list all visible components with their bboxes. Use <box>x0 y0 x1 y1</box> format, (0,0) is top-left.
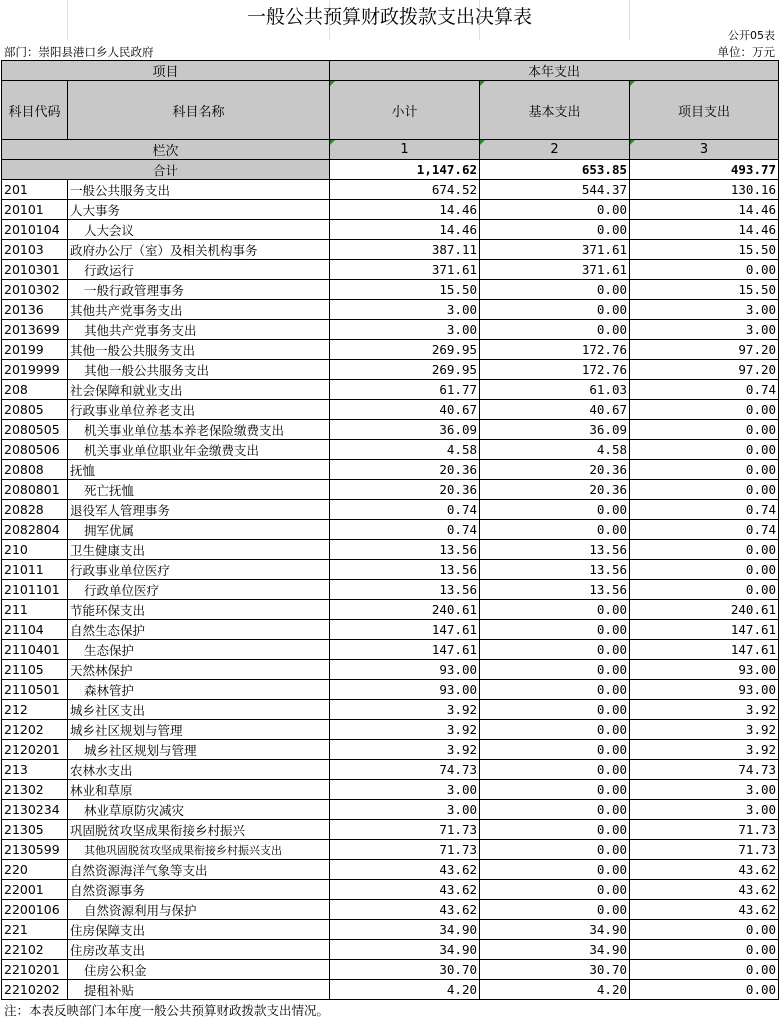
row-subtotal: 674.52 <box>330 180 480 200</box>
row-name: 城乡社区规划与管理 <box>68 720 330 740</box>
row-subtotal: 20.36 <box>330 460 480 480</box>
row-subtotal: 14.46 <box>330 200 480 220</box>
row-name: 行政事业单位养老支出 <box>68 400 330 420</box>
row-name: 一般行政管理事务 <box>68 280 330 300</box>
row-subtotal: 0.74 <box>330 500 480 520</box>
row-code: 2200106 <box>2 900 68 920</box>
row-project: 0.00 <box>630 480 779 500</box>
row-name: 农林水支出 <box>68 760 330 780</box>
row-name: 住房保障支出 <box>68 920 330 940</box>
row-project: 0.00 <box>630 580 779 600</box>
row-code: 2082804 <box>2 520 68 540</box>
row-basic: 0.00 <box>480 320 630 340</box>
row-basic: 40.67 <box>480 400 630 420</box>
row-subtotal: 13.56 <box>330 580 480 600</box>
table-row <box>2 940 779 960</box>
row-code: 2210201 <box>2 960 68 980</box>
table-row <box>2 900 779 920</box>
row-subtotal: 15.50 <box>330 280 480 300</box>
row-subtotal: 61.77 <box>330 380 480 400</box>
row-name: 人大会议 <box>68 220 330 240</box>
header-name: 科目名称 <box>68 81 330 140</box>
table-row <box>2 480 779 500</box>
row-code: 21104 <box>2 620 68 640</box>
table-row <box>2 500 779 520</box>
table-note: 注：本表反映部门本年度一般公共预算财政拨款支出情况。 <box>4 1003 330 1018</box>
row-basic: 371.61 <box>480 260 630 280</box>
row-basic: 4.58 <box>480 440 630 460</box>
row-project: 3.00 <box>630 780 779 800</box>
row-subtotal: 3.92 <box>330 720 480 740</box>
department-label: 部门：崇阳县港口乡人民政府 <box>4 45 154 59</box>
row-name: 森林管护 <box>68 680 330 700</box>
row-basic: 0.00 <box>480 740 630 760</box>
row-name: 拥军优属 <box>68 520 330 540</box>
table-row <box>2 920 779 940</box>
row-basic: 0.00 <box>480 700 630 720</box>
row-code: 2010302 <box>2 280 68 300</box>
table-row <box>2 520 779 540</box>
row-name: 住房改革支出 <box>68 940 330 960</box>
row-name: 机关事业单位基本养老保险缴费支出 <box>68 420 330 440</box>
expenditure-table <box>1 60 779 1000</box>
row-basic: 0.00 <box>480 200 630 220</box>
row-name: 卫生健康支出 <box>68 540 330 560</box>
row-project: 0.00 <box>630 400 779 420</box>
row-basic: 0.00 <box>480 780 630 800</box>
row-subtotal: 269.95 <box>330 340 480 360</box>
table-row <box>2 400 779 420</box>
row-subtotal: 34.90 <box>330 940 480 960</box>
row-project: 0.00 <box>630 260 779 280</box>
table-row <box>2 740 779 760</box>
row-subtotal: 93.00 <box>330 680 480 700</box>
row-subtotal: 3.00 <box>330 800 480 820</box>
table-row <box>2 540 779 560</box>
row-code: 2080506 <box>2 440 68 460</box>
row-subtotal: 3.00 <box>330 780 480 800</box>
row-subtotal: 240.61 <box>330 600 480 620</box>
row-basic: 0.00 <box>480 760 630 780</box>
header-col2: 2 <box>480 140 630 160</box>
row-code: 208 <box>2 380 68 400</box>
row-name: 节能环保支出 <box>68 600 330 620</box>
row-project: 97.20 <box>630 340 779 360</box>
row-basic: 0.00 <box>480 900 630 920</box>
row-basic: 34.90 <box>480 920 630 940</box>
row-name: 自然生态保护 <box>68 620 330 640</box>
row-basic: 4.20 <box>480 980 630 1000</box>
row-project: 147.61 <box>630 640 779 660</box>
row-basic: 61.03 <box>480 380 630 400</box>
unit-label: 单位：万元 <box>717 45 775 59</box>
row-name: 自然资源事务 <box>68 880 330 900</box>
table-row <box>2 960 779 980</box>
row-project: 0.00 <box>630 960 779 980</box>
total-basic: 653.85 <box>480 160 630 180</box>
table-row <box>2 340 779 360</box>
total-subtotal: 1,147.62 <box>330 160 480 180</box>
row-subtotal: 3.00 <box>330 320 480 340</box>
row-name: 林业草原防灾减灾 <box>68 800 330 820</box>
header-col3: 3 <box>630 140 779 160</box>
row-project: 43.62 <box>630 860 779 880</box>
row-name: 退役军人管理事务 <box>68 500 330 520</box>
table-row <box>2 280 779 300</box>
row-name: 其他一般公共服务支出 <box>68 340 330 360</box>
row-subtotal: 14.46 <box>330 220 480 240</box>
row-name: 住房公积金 <box>68 960 330 980</box>
row-name: 自然资源海洋气象等支出 <box>68 860 330 880</box>
table-row <box>2 180 779 200</box>
header-subtotal: 小计 <box>330 81 480 140</box>
row-basic: 36.09 <box>480 420 630 440</box>
row-subtotal: 4.58 <box>330 440 480 460</box>
row-code: 20101 <box>2 200 68 220</box>
row-code: 212 <box>2 700 68 720</box>
row-subtotal: 147.61 <box>330 640 480 660</box>
row-project: 43.62 <box>630 880 779 900</box>
row-code: 2010301 <box>2 260 68 280</box>
table-row <box>2 860 779 880</box>
row-project: 3.00 <box>630 800 779 820</box>
row-basic: 371.61 <box>480 240 630 260</box>
table-row <box>2 600 779 620</box>
row-project: 0.00 <box>630 420 779 440</box>
row-project: 14.46 <box>630 200 779 220</box>
row-project: 3.00 <box>630 320 779 340</box>
row-basic: 0.00 <box>480 600 630 620</box>
row-subtotal: 3.92 <box>330 740 480 760</box>
row-project: 74.73 <box>630 760 779 780</box>
row-code: 2101101 <box>2 580 68 600</box>
row-name: 死亡抚恤 <box>68 480 330 500</box>
row-code: 22102 <box>2 940 68 960</box>
row-project: 147.61 <box>630 620 779 640</box>
row-subtotal: 13.56 <box>330 560 480 580</box>
row-basic: 0.00 <box>480 840 630 860</box>
row-name: 城乡社区支出 <box>68 700 330 720</box>
row-subtotal: 4.20 <box>330 980 480 1000</box>
row-name: 社会保障和就业支出 <box>68 380 330 400</box>
row-code: 21105 <box>2 660 68 680</box>
row-basic: 0.00 <box>480 620 630 640</box>
row-code: 21302 <box>2 780 68 800</box>
table-row <box>2 200 779 220</box>
total-project: 493.77 <box>630 160 779 180</box>
row-project: 14.46 <box>630 220 779 240</box>
row-name: 生态保护 <box>68 640 330 660</box>
row-subtotal: 74.73 <box>330 760 480 780</box>
row-subtotal: 20.36 <box>330 480 480 500</box>
row-project: 71.73 <box>630 820 779 840</box>
row-subtotal: 43.62 <box>330 900 480 920</box>
row-name: 政府办公厅（室）及相关机构事务 <box>68 240 330 260</box>
row-code: 21305 <box>2 820 68 840</box>
row-name: 机关事业单位职业年金缴费支出 <box>68 440 330 460</box>
row-basic: 0.00 <box>480 680 630 700</box>
row-code: 201 <box>2 180 68 200</box>
row-basic: 13.56 <box>480 540 630 560</box>
row-name: 城乡社区规划与管理 <box>68 740 330 760</box>
table-row <box>2 420 779 440</box>
row-code: 2080505 <box>2 420 68 440</box>
page-title: 一般公共预算财政拨款支出决算表 <box>246 6 532 28</box>
row-basic: 20.36 <box>480 480 630 500</box>
row-project: 0.00 <box>630 980 779 1000</box>
table-row <box>2 700 779 720</box>
row-project: 71.73 <box>630 840 779 860</box>
row-name: 自然资源利用与保护 <box>68 900 330 920</box>
row-code: 210 <box>2 540 68 560</box>
row-name: 其他巩固脱贫攻坚成果衔接乡村振兴支出 <box>68 840 330 860</box>
row-subtotal: 371.61 <box>330 260 480 280</box>
table-row <box>2 800 779 820</box>
row-code: 2130599 <box>2 840 68 860</box>
row-code: 2110401 <box>2 640 68 660</box>
row-project: 3.92 <box>630 740 779 760</box>
table-row <box>2 560 779 580</box>
header-basic: 基本支出 <box>480 81 630 140</box>
row-code: 220 <box>2 860 68 880</box>
row-code: 20199 <box>2 340 68 360</box>
row-project: 43.62 <box>630 900 779 920</box>
row-name: 巩固脱贫攻坚成果衔接乡村振兴 <box>68 820 330 840</box>
header-col1: 1 <box>330 140 480 160</box>
header-code: 科目代码 <box>2 81 68 140</box>
header-project: 项目支出 <box>630 81 779 140</box>
row-basic: 13.56 <box>480 560 630 580</box>
row-project: 0.74 <box>630 520 779 540</box>
row-project: 97.20 <box>630 360 779 380</box>
table-row <box>2 240 779 260</box>
row-code: 2010104 <box>2 220 68 240</box>
row-name: 其他共产党事务支出 <box>68 320 330 340</box>
total-row <box>2 160 779 180</box>
row-name: 其他共产党事务支出 <box>68 300 330 320</box>
row-basic: 20.36 <box>480 460 630 480</box>
row-basic: 172.76 <box>480 340 630 360</box>
row-name: 天然林保护 <box>68 660 330 680</box>
table-row <box>2 640 779 660</box>
table-row <box>2 840 779 860</box>
row-project: 15.50 <box>630 240 779 260</box>
row-basic: 0.00 <box>480 660 630 680</box>
row-subtotal: 40.67 <box>330 400 480 420</box>
row-code: 2080801 <box>2 480 68 500</box>
row-basic: 34.90 <box>480 940 630 960</box>
row-subtotal: 43.62 <box>330 860 480 880</box>
row-project: 3.92 <box>630 720 779 740</box>
row-code: 20828 <box>2 500 68 520</box>
row-basic: 0.00 <box>480 220 630 240</box>
row-subtotal: 30.70 <box>330 960 480 980</box>
table-row <box>2 760 779 780</box>
row-code: 2013699 <box>2 320 68 340</box>
row-project: 15.50 <box>630 280 779 300</box>
row-basic: 544.37 <box>480 180 630 200</box>
row-name: 其他一般公共服务支出 <box>68 360 330 380</box>
table-row <box>2 300 779 320</box>
row-project: 0.74 <box>630 500 779 520</box>
row-basic: 0.00 <box>480 720 630 740</box>
row-project: 3.92 <box>630 700 779 720</box>
row-code: 2130234 <box>2 800 68 820</box>
row-project: 240.61 <box>630 600 779 620</box>
row-basic: 0.00 <box>480 300 630 320</box>
row-name: 行政运行 <box>68 260 330 280</box>
row-basic: 0.00 <box>480 500 630 520</box>
row-code: 20805 <box>2 400 68 420</box>
row-basic: 0.00 <box>480 820 630 840</box>
table-row <box>2 360 779 380</box>
row-name: 一般公共服务支出 <box>68 180 330 200</box>
row-project: 0.00 <box>630 940 779 960</box>
row-code: 20136 <box>2 300 68 320</box>
row-project: 3.00 <box>630 300 779 320</box>
header-col-label: 栏次 <box>2 140 330 160</box>
row-subtotal: 0.74 <box>330 520 480 540</box>
table-row <box>2 880 779 900</box>
row-basic: 30.70 <box>480 960 630 980</box>
row-basic: 0.00 <box>480 880 630 900</box>
row-code: 211 <box>2 600 68 620</box>
row-subtotal: 147.61 <box>330 620 480 640</box>
row-subtotal: 269.95 <box>330 360 480 380</box>
header-current-year: 本年支出 <box>330 61 779 81</box>
row-name: 行政事业单位医疗 <box>68 560 330 580</box>
row-subtotal: 71.73 <box>330 820 480 840</box>
table-row <box>2 720 779 740</box>
row-basic: 0.00 <box>480 640 630 660</box>
row-project: 0.00 <box>630 920 779 940</box>
row-subtotal: 13.56 <box>330 540 480 560</box>
row-code: 21202 <box>2 720 68 740</box>
row-name: 人大事务 <box>68 200 330 220</box>
row-name: 抚恤 <box>68 460 330 480</box>
row-code: 2019999 <box>2 360 68 380</box>
total-label: 合计 <box>2 160 330 180</box>
row-name: 林业和草原 <box>68 780 330 800</box>
row-project: 93.00 <box>630 680 779 700</box>
table-row <box>2 780 779 800</box>
form-number: 公开05表 <box>728 29 775 42</box>
table-row <box>2 220 779 240</box>
row-name: 行政单位医疗 <box>68 580 330 600</box>
row-code: 2110501 <box>2 680 68 700</box>
row-basic: 0.00 <box>480 860 630 880</box>
table-row <box>2 380 779 400</box>
row-code: 221 <box>2 920 68 940</box>
row-subtotal: 3.00 <box>330 300 480 320</box>
row-code: 2120201 <box>2 740 68 760</box>
row-code: 20808 <box>2 460 68 480</box>
row-subtotal: 3.92 <box>330 700 480 720</box>
row-basic: 13.56 <box>480 580 630 600</box>
row-code: 213 <box>2 760 68 780</box>
table-row <box>2 620 779 640</box>
row-project: 0.00 <box>630 540 779 560</box>
row-project: 0.74 <box>630 380 779 400</box>
row-code: 21011 <box>2 560 68 580</box>
row-project: 130.16 <box>630 180 779 200</box>
row-project: 0.00 <box>630 460 779 480</box>
row-project: 0.00 <box>630 440 779 460</box>
row-project: 0.00 <box>630 560 779 580</box>
row-subtotal: 36.09 <box>330 420 480 440</box>
row-subtotal: 43.62 <box>330 880 480 900</box>
row-basic: 172.76 <box>480 360 630 380</box>
row-project: 93.00 <box>630 660 779 680</box>
table-row <box>2 580 779 600</box>
row-code: 2210202 <box>2 980 68 1000</box>
row-name: 提租补贴 <box>68 980 330 1000</box>
table-row <box>2 460 779 480</box>
row-basic: 0.00 <box>480 800 630 820</box>
table-row <box>2 820 779 840</box>
table-row <box>2 320 779 340</box>
row-basic: 0.00 <box>480 280 630 300</box>
header-item: 项目 <box>2 61 330 81</box>
row-subtotal: 93.00 <box>330 660 480 680</box>
row-subtotal: 71.73 <box>330 840 480 860</box>
row-code: 20103 <box>2 240 68 260</box>
row-subtotal: 387.11 <box>330 240 480 260</box>
table-row <box>2 980 779 1000</box>
row-subtotal: 34.90 <box>330 920 480 940</box>
table-row <box>2 680 779 700</box>
row-basic: 0.00 <box>480 520 630 540</box>
table-row <box>2 440 779 460</box>
table-row <box>2 260 779 280</box>
row-code: 22001 <box>2 880 68 900</box>
table-row <box>2 660 779 680</box>
